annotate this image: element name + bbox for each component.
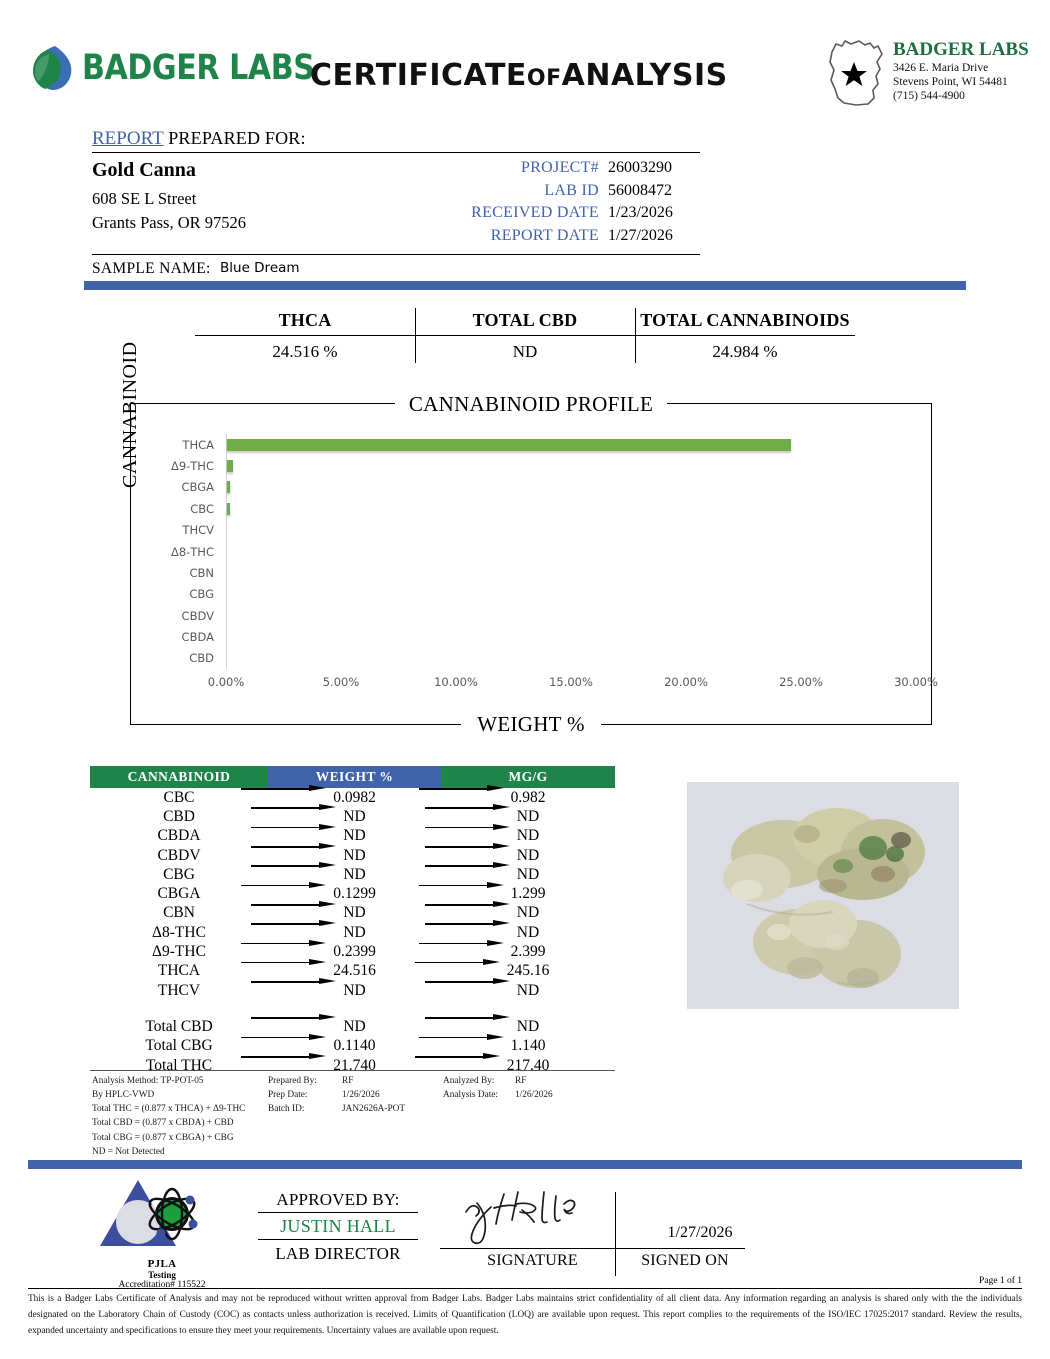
footer-rule — [28, 1288, 1022, 1289]
sample-name-label: SAMPLE NAME: — [92, 260, 211, 277]
sample-photo — [687, 782, 959, 1009]
batch-id-value: JAN2626A-POT — [342, 1104, 406, 1115]
chart-category-label: THCV — [182, 523, 214, 538]
chart-category-label: THCA — [182, 437, 214, 452]
chart-category-label: CBGA — [181, 480, 214, 495]
signed-on-label: SIGNED ON — [641, 1252, 729, 1269]
pjla-accreditation-block — [98, 1178, 226, 1290]
page-title — [310, 58, 728, 93]
approver-title: LAB DIRECTOR — [275, 1244, 401, 1263]
title-of: OF — [526, 66, 562, 91]
report-word: REPORT — [92, 128, 164, 149]
row-analyte-name: CBDV — [157, 846, 201, 864]
row-analyte-name: Δ8-THC — [152, 923, 206, 941]
chart-x-tick-label: 0.00% — [207, 675, 245, 689]
row-analyte-name: THCV — [157, 981, 201, 999]
arrow-icon — [251, 824, 343, 831]
analysis-method: Analysis Method: TP-POT-05 — [92, 1076, 204, 1086]
chart-category-label: CBN — [189, 565, 214, 580]
arrow-icon — [425, 843, 517, 850]
analyzed-by-row — [443, 1074, 643, 1088]
row-weight-percent: ND — [268, 866, 441, 884]
summary-value-row — [195, 336, 855, 362]
report-info-section — [92, 128, 700, 289]
arrow-icon — [241, 959, 333, 966]
row-weight-percent: ND — [268, 847, 441, 865]
row-mgg: ND — [441, 924, 615, 942]
chart-category-label: Δ8-THC — [170, 544, 214, 559]
received-date-value: 1/23/2026 — [608, 204, 673, 222]
row-mgg: 1.299 — [441, 885, 615, 903]
row-weight-percent: 0.1299 — [268, 885, 441, 903]
row-mgg: ND — [441, 904, 615, 922]
received-date-label: RECEIVED DATE — [471, 204, 599, 222]
client-and-meta-row — [92, 153, 700, 254]
row-analyte-name: THCA — [157, 962, 201, 980]
footnotes-prep-block — [268, 1074, 443, 1116]
batch-id-label: Batch ID: — [268, 1104, 305, 1115]
column-header-cannabinoid: CANNABINOID — [90, 766, 268, 788]
arrow-icon — [419, 785, 511, 792]
row-mgg: ND — [441, 982, 615, 1000]
row-mgg: ND — [441, 847, 615, 865]
summary-header-row — [195, 310, 855, 335]
row-analyte-name: CBC — [163, 788, 195, 806]
meta-row-lab-id — [370, 180, 700, 203]
signature-label: SIGNATURE — [487, 1252, 578, 1269]
total-cbg-formula: Total CBG = (0.877 x CBGA) + CBG — [92, 1132, 234, 1143]
analysis-date-row — [443, 1088, 643, 1102]
chart-x-axis-label: WEIGHT % — [131, 712, 931, 737]
row-analyte-name: CBGA — [157, 885, 201, 903]
row-analyte-name: Δ9-THC — [152, 943, 206, 961]
row-weight-percent: 21.740 — [268, 1057, 441, 1075]
nd-definition: ND = Not Detected — [92, 1146, 165, 1157]
arrow-icon — [419, 940, 511, 947]
results-spacer — [90, 1000, 615, 1017]
row-mgg: ND — [441, 808, 615, 826]
analyzed-by-value: RF — [515, 1076, 527, 1086]
table-row — [90, 807, 615, 826]
row-weight-percent: 0.0982 — [268, 789, 441, 807]
chart-category-labels — [134, 434, 220, 669]
table-row — [90, 827, 615, 846]
lab-id-label: LAB ID — [544, 181, 599, 199]
client-company-name: Gold Canna — [92, 159, 196, 181]
chart-x-tick-label: 25.00% — [779, 675, 823, 689]
summary-value-total-cbd: ND — [512, 342, 538, 361]
report-meta-list — [370, 157, 700, 248]
row-analyte-name: CBDA — [157, 827, 201, 845]
row-weight-percent: ND — [268, 1018, 441, 1036]
row-weight-percent: ND — [268, 808, 441, 826]
lab-phone: (715) 544-4900 — [893, 90, 965, 103]
chart-x-tick-label: 30.00% — [894, 675, 938, 689]
table-row — [90, 846, 615, 865]
analyzed-by-label: Analyzed By: — [443, 1076, 495, 1086]
approval-block — [258, 1190, 418, 1264]
row-mgg: 1.140 — [441, 1037, 615, 1055]
results-header-row — [90, 766, 615, 788]
footnotes-divider — [90, 1070, 615, 1071]
chart-category-label: CBD — [189, 651, 214, 666]
signature-rule — [440, 1248, 745, 1249]
disclaimer-text: This is a Badger Labs Certificate of Analysis and may not be reproduced without written approval from Badger Labs. Badger Labs maintains strict confidentiality of all client data. Any information regarding an analysis is shared only with the the individuals designated on the Laboratory Chain of Custody (COC) as contacts unless authorization is received. Limits of Quantification (LOQ) are available upon request. This report complies to the requirements of the ISO/IEC 17025:2017 standard. Review the results, expanded uncertainty and specifications to ensure they meet your requirements. Uncertainty values are available upon request. — [28, 1294, 1022, 1336]
prepared-by-row — [268, 1074, 443, 1088]
pjla-logo-icon — [98, 1178, 226, 1252]
table-row — [90, 962, 615, 981]
approved-by-label: APPROVED BY: — [258, 1190, 418, 1213]
row-weight-percent: ND — [268, 982, 441, 1000]
arrow-icon — [425, 1014, 517, 1021]
arrow-icon — [251, 862, 343, 869]
row-weight-percent: ND — [268, 924, 441, 942]
project-label: PROJECT# — [521, 159, 599, 176]
prepared-by-value: RF — [342, 1076, 354, 1086]
results-totals — [90, 1017, 615, 1075]
arrow-icon — [251, 843, 343, 850]
arrow-icon — [241, 785, 333, 792]
row-analyte-name: CBD — [163, 807, 195, 825]
arrow-icon — [241, 1053, 333, 1060]
arrow-icon — [241, 940, 333, 947]
page-number: Page 1 of 1 — [978, 1276, 1022, 1286]
summary-table — [195, 310, 855, 362]
chart-bar — [227, 481, 230, 493]
wisconsin-state-outline-icon — [818, 32, 898, 112]
prep-date-row — [268, 1088, 443, 1102]
title-certificate: CERTIFICATE — [310, 58, 527, 93]
meta-row-project — [370, 157, 700, 180]
chart-category-label: CBDV — [181, 608, 214, 623]
results-table — [90, 766, 615, 1075]
arrow-icon — [251, 804, 343, 811]
lab-name: BADGER LABS — [893, 39, 1029, 60]
approver-name: JUSTIN HALL — [258, 1213, 418, 1240]
chart-category-label: CBG — [189, 587, 214, 602]
chart-bar — [227, 460, 233, 472]
summary-header-thca: THCA — [278, 310, 332, 330]
signature-divider — [615, 1192, 616, 1276]
client-address-line1: 608 SE L Street — [92, 189, 197, 208]
table-row — [90, 1017, 615, 1036]
chart-x-tick-label: 10.00% — [434, 675, 478, 689]
batch-id-row — [268, 1102, 443, 1116]
arrow-icon — [425, 862, 517, 869]
row-analyte-name: CBN — [163, 904, 195, 922]
project-value: 26003290 — [608, 159, 672, 176]
row-weight-percent: 0.2399 — [268, 943, 441, 961]
prep-date-value: 1/26/2026 — [342, 1090, 380, 1101]
table-row — [90, 788, 615, 807]
column-header-mgg: MG/G — [441, 766, 615, 788]
footnotes-analysis-block — [443, 1074, 643, 1102]
arrow-icon — [251, 920, 343, 927]
pjla-subtitle: Testing — [148, 1270, 176, 1280]
summary-value-total-cannabinoids: 24.984 % — [712, 342, 778, 361]
client-address-line2: Grants Pass, OR 97526 — [92, 213, 247, 232]
sample-name-row — [92, 255, 700, 289]
signature-image — [460, 1186, 610, 1253]
results-body — [90, 788, 615, 1000]
meta-row-received-date — [370, 202, 700, 225]
arrow-icon — [241, 882, 333, 889]
summary-header-total-cannabinoids: TOTAL CANNABINOIDS — [635, 310, 855, 335]
total-thc-formula: Total THC = (0.877 x THCA) + Δ9-THC — [92, 1104, 246, 1115]
chart-title: CANNABINOID PROFILE — [131, 392, 931, 417]
badger-labs-leaf-logo-icon — [25, 42, 77, 94]
arrow-icon — [425, 978, 517, 985]
row-weight-percent: 24.516 — [268, 962, 441, 980]
row-mgg: ND — [441, 827, 615, 845]
row-mgg: 2.399 — [441, 943, 615, 961]
brand-wordmark: BADGER LABS — [82, 48, 315, 88]
table-row — [90, 865, 615, 884]
arrow-icon — [425, 804, 517, 811]
arrow-icon — [419, 1034, 511, 1041]
table-row — [90, 981, 615, 1000]
table-row — [90, 884, 615, 903]
arrow-icon — [425, 920, 517, 927]
row-mgg: 217.40 — [441, 1057, 615, 1075]
summary-header-total-cbd: TOTAL CBD — [415, 310, 635, 335]
total-cbd-formula: Total CBD = (0.877 x CBDA) + CBD — [92, 1118, 234, 1129]
document-header — [0, 0, 1050, 120]
table-row — [90, 923, 615, 942]
arrow-icon — [241, 1034, 333, 1041]
title-analysis: ANALYSIS — [561, 58, 728, 93]
instrument: By HPLC-VWD — [92, 1090, 155, 1101]
chart-x-tick-label: 5.00% — [322, 675, 360, 689]
row-weight-percent: 0.1140 — [268, 1037, 441, 1055]
prepared-by-label: Prepared By: — [268, 1076, 317, 1086]
footnotes-method-block — [92, 1074, 282, 1159]
chart-category-label: CBC — [190, 501, 214, 516]
chart-plot-area — [170, 434, 938, 689]
analysis-date-value: 1/26/2026 — [515, 1090, 553, 1101]
row-analyte-name: CBG — [163, 865, 195, 883]
table-row — [90, 1037, 615, 1056]
report-date-value: 1/27/2026 — [608, 227, 673, 245]
lab-address-line2: Stevens Point, WI 54481 — [893, 76, 1008, 89]
column-header-weight-percent: WEIGHT % — [268, 766, 441, 788]
arrow-icon — [425, 824, 517, 831]
arrow-icon — [251, 1014, 343, 1021]
table-row — [90, 904, 615, 923]
table-row — [90, 942, 615, 961]
row-mgg: ND — [441, 1018, 615, 1036]
chart-x-tick-label: 20.00% — [664, 675, 708, 689]
row-mgg: 0.982 — [441, 789, 615, 807]
pjla-accreditation-number: Accreditation# 115522 — [118, 1280, 206, 1290]
arrow-icon — [415, 1053, 507, 1060]
row-weight-percent: ND — [268, 827, 441, 845]
prepared-for-label: PREPARED FOR: — [168, 128, 306, 148]
chart-bar — [227, 439, 791, 451]
chart-category-label: CBDA — [181, 629, 214, 644]
lab-address-line1: 3426 E. Maria Drive — [893, 62, 989, 75]
report-prepared-for-heading — [92, 128, 700, 150]
footer-divider-bar — [28, 1160, 1022, 1169]
row-mgg: 245.16 — [441, 962, 615, 980]
arrow-icon — [425, 901, 517, 908]
meta-row-report-date — [370, 225, 700, 248]
prep-date-label: Prep Date: — [268, 1090, 308, 1101]
chart-y-axis-label: CANNABINOID — [119, 341, 141, 488]
arrow-icon — [415, 959, 507, 966]
arrow-icon — [251, 901, 343, 908]
row-weight-percent: ND — [268, 904, 441, 922]
chart-category-label: Δ9-THC — [170, 459, 214, 474]
table-row — [90, 1056, 615, 1075]
sample-name-value: Blue Dream — [220, 260, 300, 276]
analysis-date-label: Analysis Date: — [443, 1090, 498, 1101]
chart-bar — [227, 503, 230, 515]
arrow-icon — [419, 882, 511, 889]
row-analyte-name: Total CBG — [145, 1037, 213, 1055]
lab-id-value: 56008472 — [608, 181, 672, 199]
row-analyte-name: Total CBD — [145, 1017, 213, 1035]
arrow-icon — [251, 978, 343, 985]
row-analyte-name: Total THC — [145, 1056, 213, 1074]
signed-on-date: 1/27/2026 — [667, 1224, 733, 1241]
pjla-name: PJLA — [147, 1258, 177, 1270]
chart-x-tick-label: 15.00% — [549, 675, 593, 689]
lab-address-block — [893, 38, 1029, 103]
report-date-label: REPORT DATE — [490, 227, 599, 245]
summary-value-thca: 24.516 % — [272, 342, 338, 361]
row-mgg: ND — [441, 866, 615, 884]
